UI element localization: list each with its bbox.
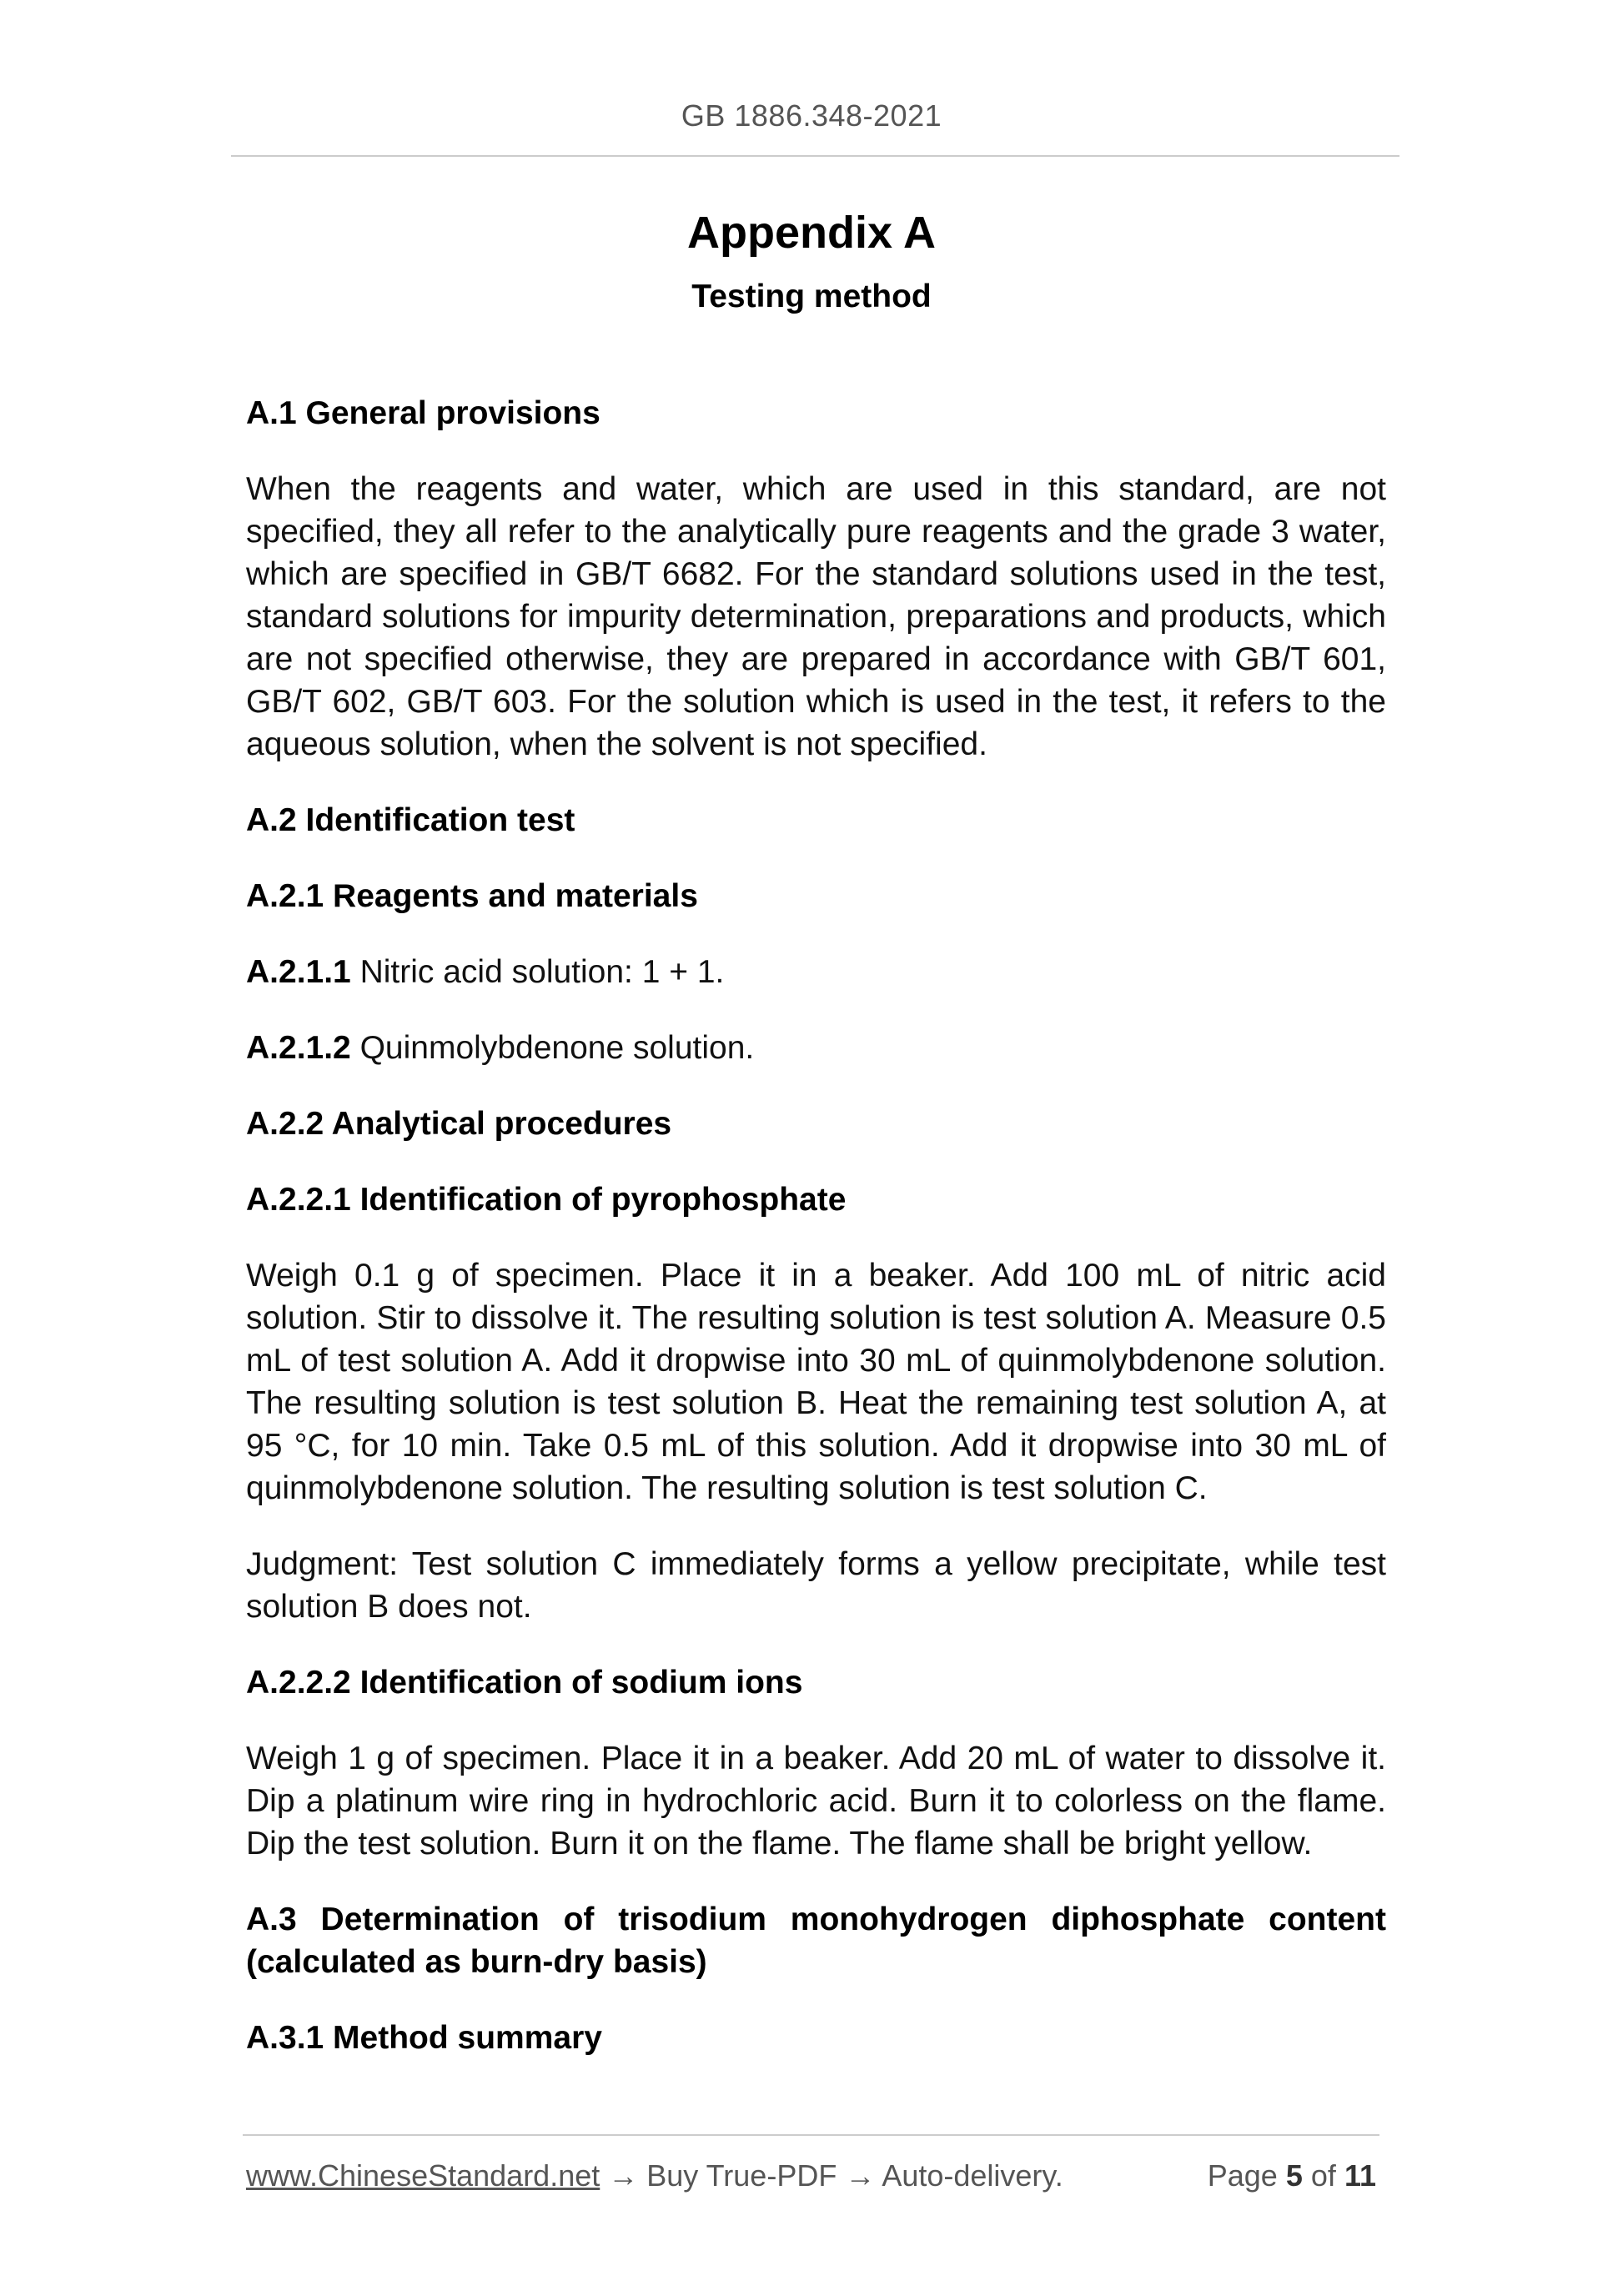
section-heading-a1: A.1 General provisions (246, 395, 600, 431)
clause-number: A.2.1.2 (246, 1030, 351, 1066)
section-heading-a2: A.2 Identification test (246, 802, 575, 838)
page-label: Page (1207, 2158, 1278, 2193)
document-body (246, 392, 1386, 2093)
page-total: 11 (1344, 2158, 1376, 2193)
section-heading-a31: A.3.1 Method summary (246, 2020, 602, 2056)
footer-promo (246, 2158, 1063, 2193)
clause-a211 (246, 951, 1386, 993)
paragraph-pyrophosphate-judgment: Judgment: Test solution C immediately forms a yellow precipitate, while test solution B does not. (246, 1546, 1386, 1625)
paragraph-general-provisions: When the reagents and water, which are used in this standard, are not specified, they all refer to the analytically pure reagents and the grade 3 water, which are specified in GB/T 6682. For the standard solutions used in the test, standard solutions for impurity determination, preparations and products, which are not specified otherwise, they are prepared in accordance with GB/T 601, GB/T 602, GB/T 603. For the solution which is used in the test, it refers to the aqueous solution, when the solvent is not specified. (246, 471, 1386, 762)
paragraph-sodium-procedure: Weigh 1 g of specimen. Place it in a beaker. Add 20 mL of water to dissolve it. Dip a platinum wire ring in hydrochloric acid. Burn it to colorless on the flame. Dip the test solution. Burn it on the flame. The flame shall be bright yellow. (246, 1741, 1386, 1861)
appendix-title: Appendix A (686, 208, 936, 258)
clause-number: A.2.1.1 (246, 954, 351, 990)
header-divider (231, 155, 1399, 157)
section-heading-a22: A.2.2 Analytical procedures (246, 1106, 672, 1142)
section-heading-a222: A.2.2.2 Identification of sodium ions (246, 1665, 803, 1701)
footer-tagline: → Buy True-PDF → Auto-delivery. (600, 2158, 1063, 2193)
section-heading-a3: A.3 Determination of trisodium monohydrogen diphosphate content (calculated as burn-dry basis) (246, 1902, 1386, 1980)
appendix-subtitle: Testing method (691, 279, 932, 314)
page-number: 5 (1285, 2158, 1303, 2193)
site-link[interactable]: www.ChineseStandard.net (246, 2158, 600, 2193)
section-heading-a21: A.2.1 Reagents and materials (246, 878, 698, 914)
page-indicator (1208, 2158, 1376, 2193)
of-label: of (1310, 2158, 1336, 2193)
page-header-standard-code: GB 1886.348-2021 (681, 98, 942, 133)
section-heading-a221: A.2.2.1 Identification of pyrophosphate (246, 1182, 847, 1218)
paragraph-pyrophosphate-procedure: Weigh 0.1 g of specimen. Place it in a beaker. Add 100 mL of nitric acid solution. Stir to dissolve it. The resulting solution is test solution A. Measure 0.5 mL of test solution A. Add it dropwise into 30 mL of quinmolybdenone solution. The resulting solution is test solution B. Heat the remaining test solution A, at 95 °C, for 10 min. Take 0.5 mL of this solution. Add it dropwise into 30 mL of quinmolybdenone solution. The resulting solution is test solution C. (246, 1258, 1386, 1506)
clause-text: Quinmolybdenone solution. (359, 1030, 755, 1066)
clause-a212 (246, 1027, 1386, 1069)
clause-text: Nitric acid solution: 1 + 1. (359, 954, 725, 990)
footer-divider (243, 2134, 1379, 2136)
